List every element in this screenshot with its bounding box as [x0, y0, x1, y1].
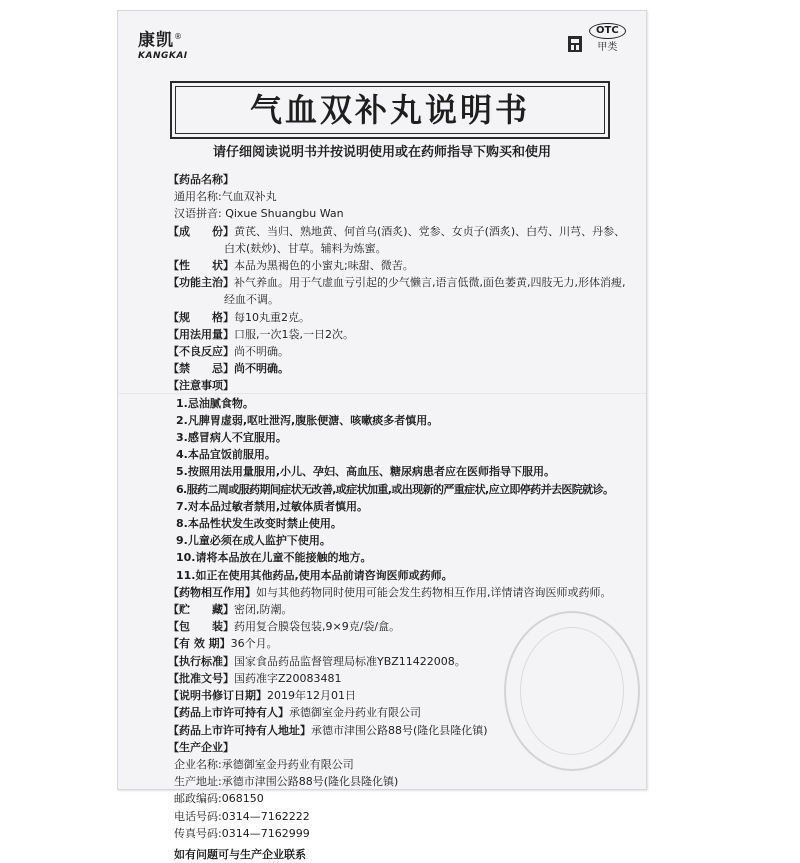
usage-text: 口服,一次1袋,一日2次。 — [234, 327, 354, 341]
contraindication-text: 尚不明确。 — [234, 362, 289, 376]
leaflet-body — [168, 171, 628, 863]
standard-heading: 【执行标准】 — [168, 654, 234, 668]
brand-english: KANGKAI — [138, 50, 188, 61]
usage-heading: 【用法用量】 — [168, 327, 234, 341]
storage-heading: 【贮 藏】 — [168, 603, 234, 617]
leaflet-sheet — [117, 10, 647, 861]
contraindication-heading: 【禁 忌】 — [168, 362, 234, 376]
validity-row — [168, 635, 628, 652]
otc-badge — [589, 23, 626, 54]
ingredients-text: 黄芪、当归、熟地黄、何首乌(酒炙)、党参、女贞子(酒炙)、白芍、川芎、丹参、白术(麸炒)、甘草。辅料为炼蜜。 — [224, 224, 626, 255]
document-title: 气血双补丸说明书 — [249, 91, 530, 129]
spec-row — [168, 309, 628, 326]
approval-row — [168, 670, 628, 687]
approval-text: 国药准字Z20083481 — [234, 671, 342, 685]
registered-mark: ® — [174, 32, 183, 41]
revision-text: 2019年12月01日 — [267, 689, 356, 703]
title-frame — [170, 81, 610, 139]
standard-row — [168, 653, 628, 670]
otc-label: OTC — [589, 23, 626, 39]
usage-row — [168, 326, 628, 343]
holder-row — [168, 704, 628, 721]
function-row — [168, 274, 628, 308]
caution-item: 2.凡脾胃虚弱,呕吐泄泻,腹胀便溏、咳嗽痰多者慎用。 — [176, 413, 439, 427]
caution-item: 3.感冒病人不宜服用。 — [176, 431, 287, 445]
ingredients-row — [168, 223, 628, 257]
company-emblem-icon — [567, 35, 583, 53]
revision-heading: 【说明书修订日期】 — [168, 689, 267, 703]
revision-row — [168, 687, 628, 704]
otc-category: 甲类 — [597, 42, 618, 53]
caution-item: 10.请将本品放在儿童不能接触的地方。 — [176, 551, 372, 565]
interaction-heading: 【药物相互作用】 — [168, 585, 256, 599]
function-text: 补气养血。用于气虚血亏引起的少气懒言,语言低微,面色萎黄,四肢无力,形体消瘦,经血不调。 — [224, 276, 626, 307]
caution-item: 1.忌油腻食物。 — [176, 396, 254, 410]
package-heading: 【包 装】 — [168, 620, 234, 634]
manufacturer-heading: 【生产企业】 — [168, 740, 234, 754]
drug-name-heading: 【药品名称】 — [168, 173, 234, 186]
function-heading: 【功能主治】 — [168, 276, 234, 290]
spec-text: 每10丸重2克。 — [234, 310, 310, 324]
phone-number: 电话号码:0314—7162222 — [174, 809, 310, 823]
read-notice: 请仔细阅读说明书并按说明使用或在药师指导下购买和使用 — [212, 145, 551, 160]
brand-name: 康凯 — [138, 30, 174, 51]
caution-item: 5.按照用法用量服用,小儿、孕妇、高血压、糖尿病患者应在医师指导下服用。 — [176, 465, 556, 479]
manufacturer-name: 企业名称:承德御室金丹药业有限公司 — [174, 757, 354, 771]
caution-item: 4.本品宜饭前服用。 — [176, 448, 276, 462]
contact-note: 如有问题可与生产企业联系 — [174, 847, 306, 861]
caution-item: 6.服药二周或服药期间症状无改善,或症状加重,或出现新的严重症状,应立即停药并去医院就诊。 — [176, 482, 614, 496]
caution-item: 8.本品性状发生改变时禁止使用。 — [176, 517, 342, 531]
character-row — [168, 257, 628, 274]
holder-heading: 【药品上市许可持有人】 — [168, 706, 289, 720]
standard-text: 国家食品药品监督管理局标准YBZ11422008。 — [234, 654, 466, 668]
interaction-row — [168, 584, 628, 601]
postcode: 邮政编码:068150 — [174, 792, 264, 806]
approval-heading: 【批准文号】 — [168, 671, 234, 685]
holder-address-text: 承德市津围公路88号(隆化县隆化镇) — [311, 723, 488, 737]
storage-text: 密闭,防潮。 — [234, 603, 293, 617]
validity-heading: 【有 效 期】 — [168, 637, 231, 651]
pinyin-name: 汉语拼音: Qixue Shuangbu Wan — [174, 207, 344, 221]
contraindication-row — [168, 360, 628, 377]
spec-heading: 【规 格】 — [168, 310, 234, 324]
character-text: 本品为黑褐色的小蜜丸;味甜、微苦。 — [234, 259, 414, 273]
holder-text: 承德御室金丹药业有限公司 — [289, 706, 421, 720]
holder-address-row — [168, 722, 628, 739]
caution-item: 9.儿童必须在成人监护下使用。 — [176, 534, 331, 548]
package-row — [168, 618, 628, 635]
manufacturer-address: 生产地址:承德市津围公路88号(隆化县隆化镇) — [174, 775, 399, 789]
validity-text: 36个月。 — [230, 637, 278, 651]
brand-logo — [138, 27, 188, 62]
package-text: 药用复合膜袋包装,9×9克/袋/盒。 — [234, 620, 401, 634]
adverse-heading: 【不良反应】 — [168, 345, 234, 359]
ingredients-heading: 【成 份】 — [168, 224, 234, 238]
fax-number: 传真号码:0314—7162999 — [174, 826, 310, 840]
adverse-text: 尚不明确。 — [234, 345, 289, 359]
adverse-row — [168, 343, 628, 360]
caution-item: 11.如正在使用其他药品,使用本品前请咨询医师或药师。 — [176, 568, 453, 582]
interaction-text: 如与其他药物同时使用可能会发生药物相互作用,详情请咨询医师或药师。 — [256, 585, 612, 599]
cautions-heading: 【注意事项】 — [168, 379, 234, 393]
storage-row — [168, 601, 628, 618]
holder-address-heading: 【药品上市许可持有人地址】 — [168, 723, 311, 737]
common-name: 通用名称:气血双补丸 — [174, 190, 277, 204]
character-heading: 【性 状】 — [168, 259, 234, 273]
caution-item: 7.对本品过敏者禁用,过敏体质者慎用。 — [176, 499, 369, 513]
